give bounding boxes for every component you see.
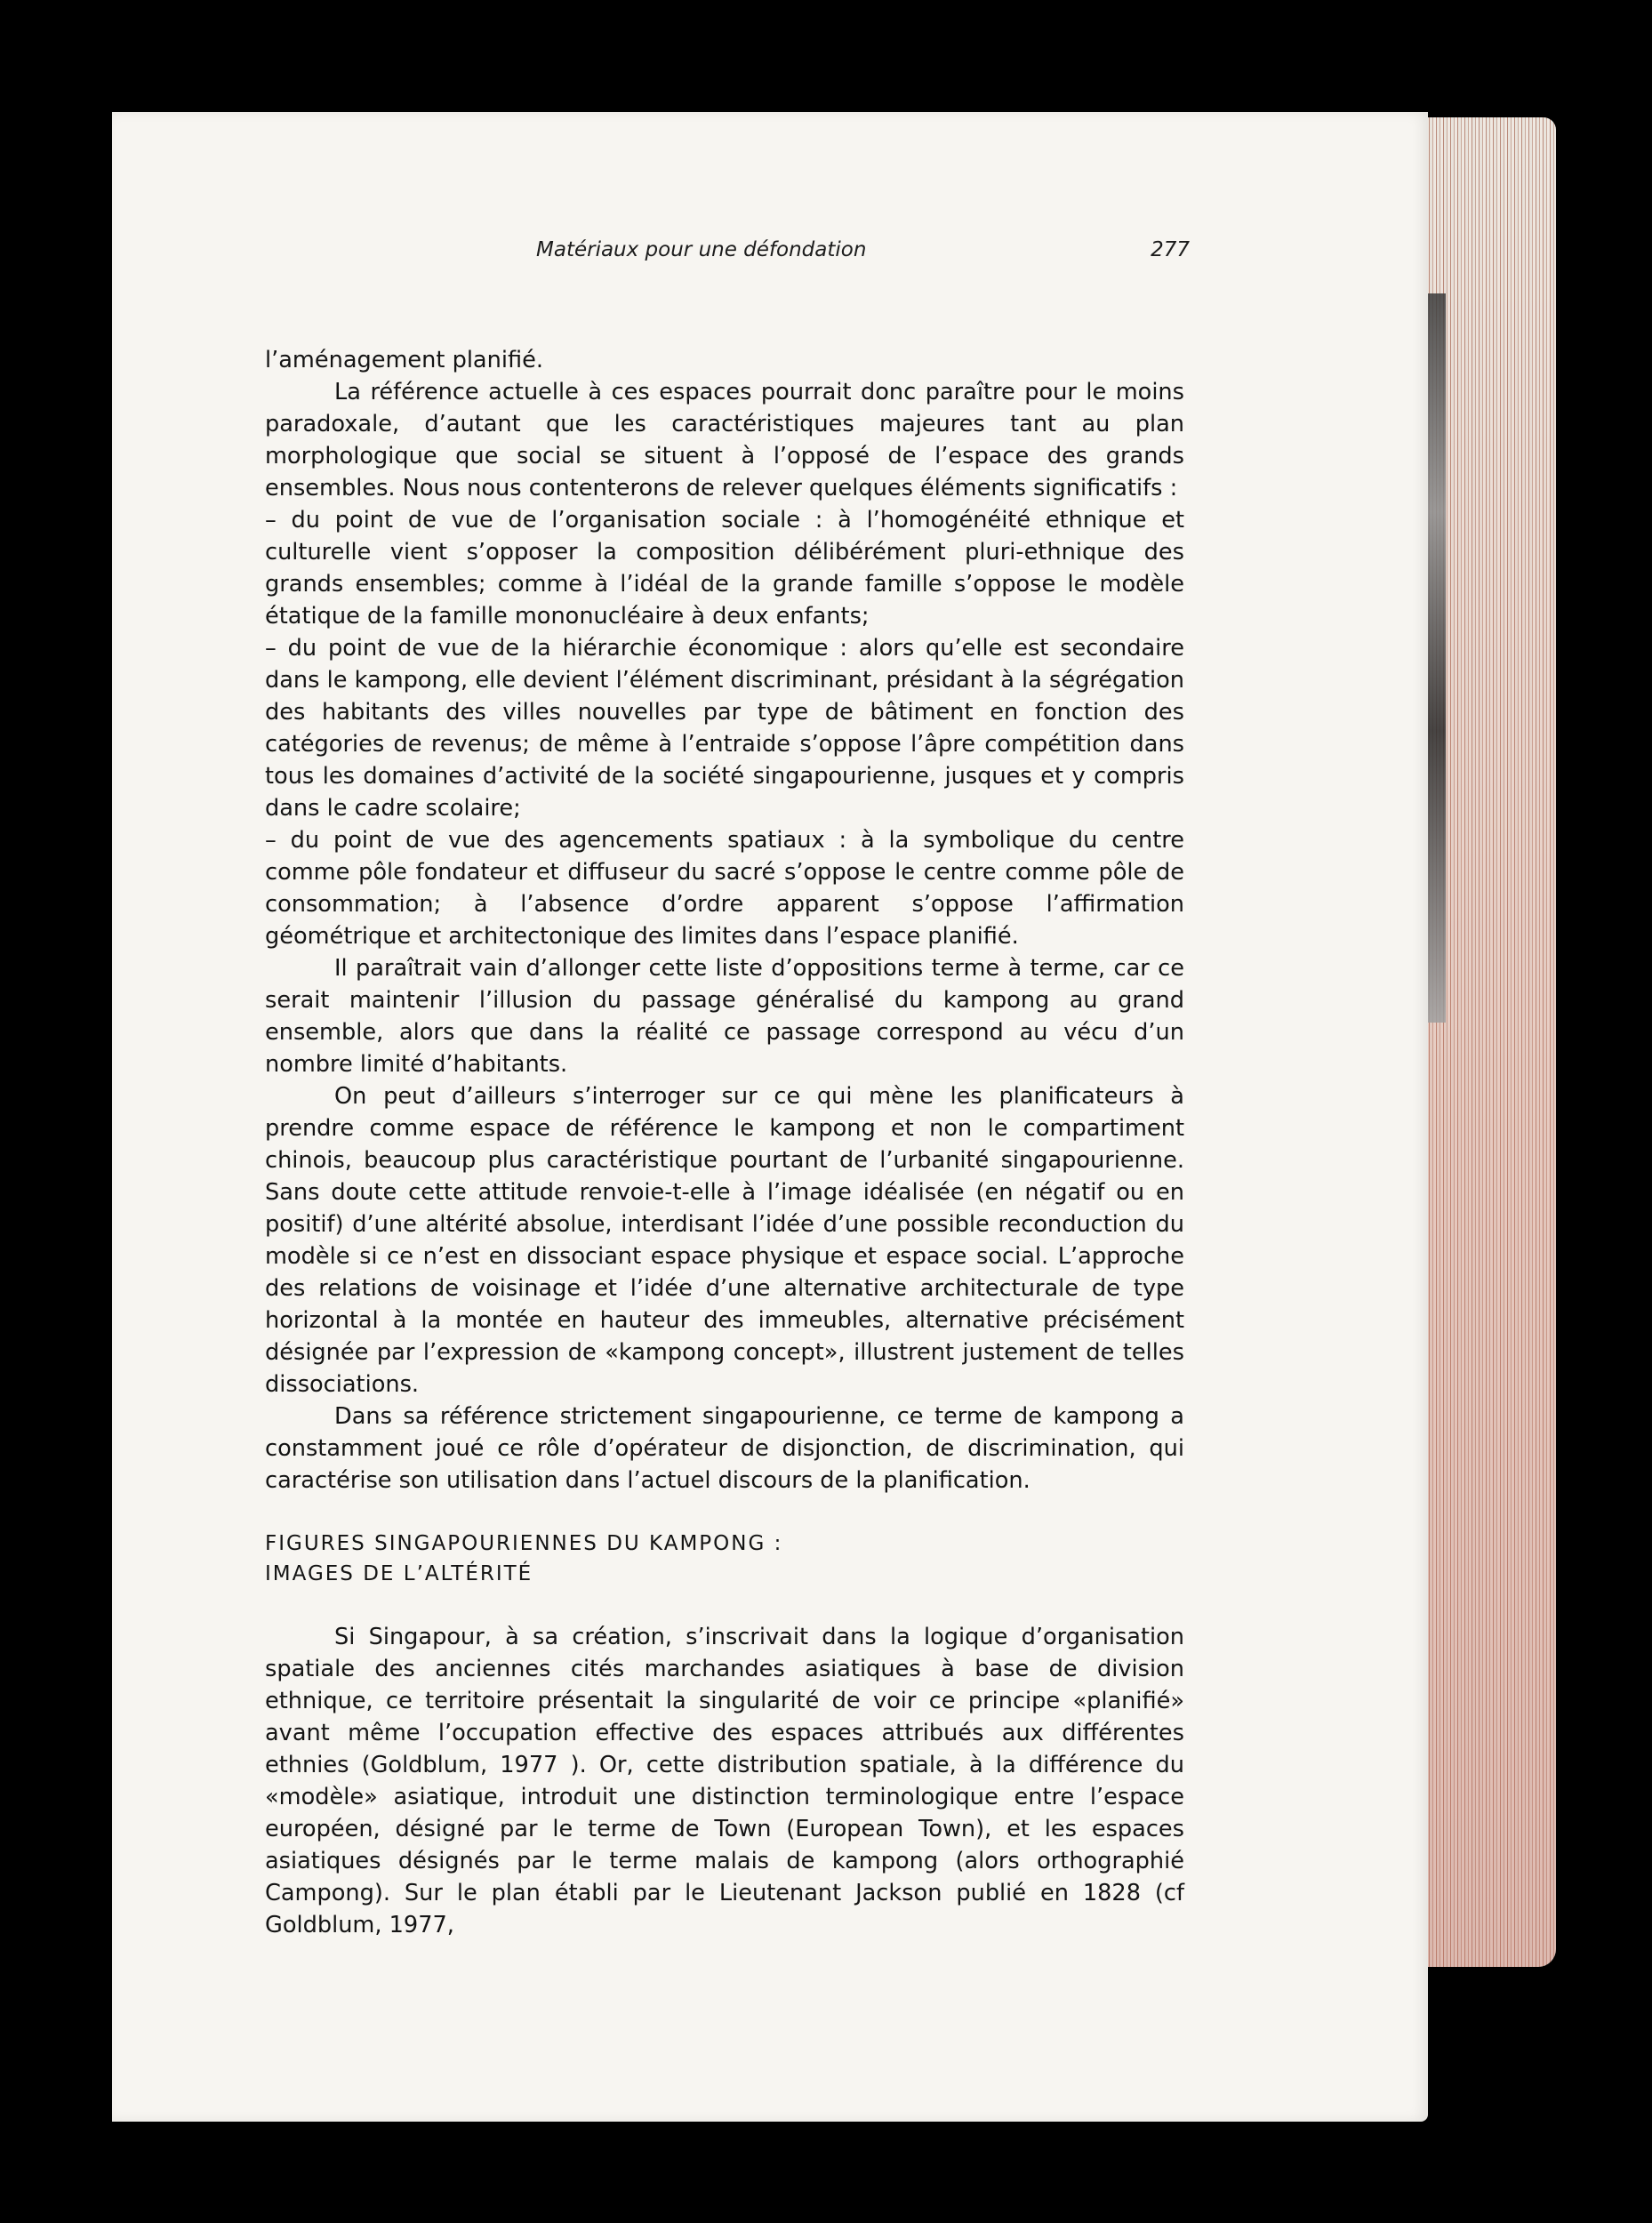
section-heading-line2: IMAGES DE L’ALTÉRITÉ: [265, 1562, 533, 1585]
paragraph: La référence actuelle à ces espaces pourrait donc paraître pour le moins paradoxale, d’autant que les caractéristiques majeures tant au plan morphologique que social se situent à l’opposé de l’espace des grands ensembles. Nous nous contenterons de relever quelques éléments significatifs :: [265, 379, 1184, 502]
body-text: [265, 344, 1184, 1941]
paragraph: Il paraîtrait vain d’allonger cette liste d’oppositions terme à terme, car ce serait maintenir l’illusion du passage généralisé du kampong au grand ensemble, alors que dans la réalité ce passage correspond au vécu d’un nombre limité d’habitants.: [265, 955, 1184, 1078]
page-number: 277: [1151, 238, 1190, 261]
paragraph: – du point de vue de l’organisation sociale : à l’homogénéité ethnique et culturelle vient s’opposer la composition délibérément pluri-ethnique des grands ensembles; comme à l’idéal de la grande famille s’oppose le modèle étatique de la famille mononucléaire à deux enfants;: [265, 507, 1184, 630]
paragraph: l’aménagement planifié.: [265, 347, 543, 373]
paragraph: On peut d’ailleurs s’interroger sur ce qui mène les planificateurs à prendre comme espace de référence le kampong et non le compartiment chinois, beaucoup plus caractéristique pourtant de l’urbanité singapourienne. Sans doute cette attitude renvoie-t-elle à l’image idéalisée (en négatif ou en positif) d’une altérité absolue, interdisant l’idée d’une possible reconduction du modèle si ce n’est en dissociant espace physique et espace social. L’approche des relations de voisinage et l’idée d’une alternative architecturale de type horizontal à la montée en hauteur des immeubles, alternative précisément désignée par l’expression de «kampong concept», illustrent justement de telles dissociations.: [265, 1083, 1184, 1398]
section-heading: [265, 1529, 1184, 1589]
paragraph: – du point de vue de la hiérarchie économique : alors qu’elle est secondaire dans le kampong, elle devient l’élément discriminant, présidant à la ségrégation des habitants des villes nouvelles par type de bâtiment en fonction des catégories de revenus; de même à l’entraide s’oppose l’âpre compétition dans tous les domaines d’activité de la société singapourienne, jusques et y compris dans le cadre scolaire;: [265, 635, 1184, 822]
paragraphs-before: [265, 344, 1184, 1497]
paragraphs-after: [265, 1621, 1184, 1941]
running-head-title: Matériaux pour une défondation: [536, 238, 867, 261]
section-heading-line1: FIGURES SINGAPOURIENNES DU KAMPONG :: [265, 1532, 783, 1555]
paragraph: – du point de vue des agencements spatiaux : à la symbolique du centre comme pôle fondateur et diffuseur du sacré s’oppose le centre comme pôle de consommation; à l’absence d’ordre apparent s’oppose l’affirmation géométrique et architectonique des limites dans l’espace planifié.: [265, 827, 1184, 950]
paragraph: Si Singapour, à sa création, s’inscrivait dans la logique d’organisation spatiale des anciennes cités marchandes asiatiques à base de division ethnique, ce territoire présentait la singularité de voir ce principe «planifié» avant même l’occupation effective des espaces attribués aux différentes ethnies (Goldblum, 1977 ). Or, cette distribution spatiale, à la différence du «modèle» asiatique, introduit une distinction terminologique entre l’espace européen, désigné par le terme de Town (European Town), et les espaces asiatiques désignés par le terme malais de kampong (alors orthographié Campong). Sur le plan établi par le Lieutenant Jackson publié en 1828 (cf Goldblum, 1977,: [265, 1624, 1184, 1938]
paragraph: Dans sa référence strictement singapourienne, ce terme de kampong a constamment joué ce rôle d’opérateur de disjonction, de discrimination, qui caractérise son utilisation dans l’actuel discours de la planification.: [265, 1403, 1184, 1494]
